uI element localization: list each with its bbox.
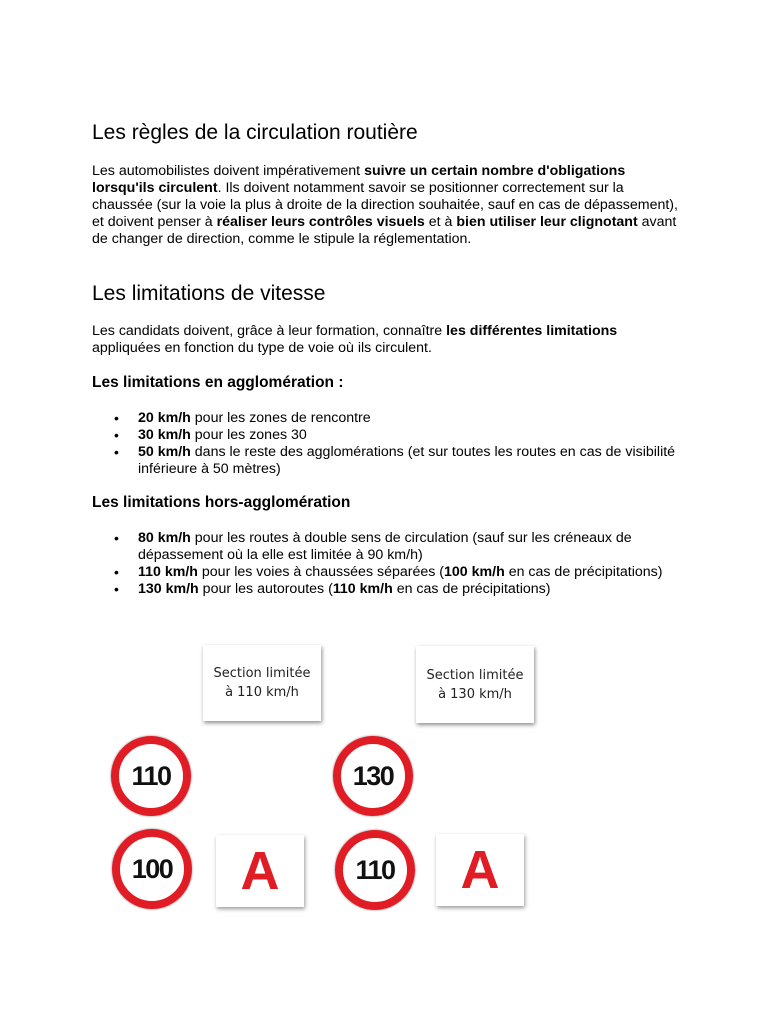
list-urban-limits [92,410,682,478]
speed-sign-value: 130 [352,760,394,791]
heading-rural-limits: Les limitations hors-agglomération [92,494,351,511]
heading-speed-limits: Les limitations de vitesse [92,282,326,305]
speed-sign-value: 110 [131,760,171,791]
speed-sign-110-rain [335,830,415,910]
paragraph-circulation-rules: Les automobilistes doivent impérativement suivre un certain nombre d'obligations lorsqu'ils circulent. Ils doivent notamment savoir se positionner correctement sur la chaussée (sur la voie la plus à droite de la direction souhaitée, sauf en cas de dépassement), et doivent penser à réaliser leurs contrôles visuels et à bien utiliser leur clignotant avant de changer de direction, comme le stipule la réglementation. [92,163,678,247]
speed-sign-value: 100 [131,853,173,884]
paragraph-speed-limits: Les candidats doivent, grâce à leur formation, connaître les différentes limitations appliquées en fonction du type de voie où ils circulent. [92,323,618,356]
list-rural-limits [92,530,682,598]
heading-urban-limits: Les limitations en agglomération : [92,374,344,391]
speed-sign-100 [112,829,192,909]
red-ring-icon [112,829,192,909]
young-driver-a-sign [216,835,304,907]
panel-line: à 110 km/h [225,685,299,700]
heading-circulation-rules: Les règles de la circulation routière [92,121,418,144]
list-item: • 20 km/h pour les zones de rencontre [92,410,682,427]
a-letter: A [240,841,280,901]
list-item: • 30 km/h pour les zones 30 [92,427,682,444]
list-item: • 50 km/h dans le reste des agglomérations (et sur toutes les routes en cas de visibilité inférieure à 50 mètres) [92,444,682,478]
panel-line: Section limitée [426,667,524,683]
section-limit-110-panel [203,645,321,721]
list-item: • 80 km/h pour les routes à double sens de circulation (sauf sur les créneaux de dépassement où la elle est limitée à 90 km/h) [92,530,682,564]
panel-line: à 130 km/h [438,686,512,702]
speed-sign-110 [111,736,191,816]
red-ring-icon [333,736,413,816]
young-driver-a-sign [436,834,524,906]
panel-line: Section limitée [213,666,311,681]
red-ring-icon [111,736,191,816]
a-letter: A [460,840,500,900]
red-ring-icon [335,830,415,910]
list-item: • 110 km/h pour les voies à chaussées séparées (100 km/h en cas de précipitations) [92,564,682,581]
speed-sign-130 [333,736,413,816]
list-item: • 130 km/h pour les autoroutes (110 km/h en cas de précipitations) [92,581,682,598]
section-limit-130-panel [416,646,534,723]
speed-sign-value: 110 [355,854,395,885]
